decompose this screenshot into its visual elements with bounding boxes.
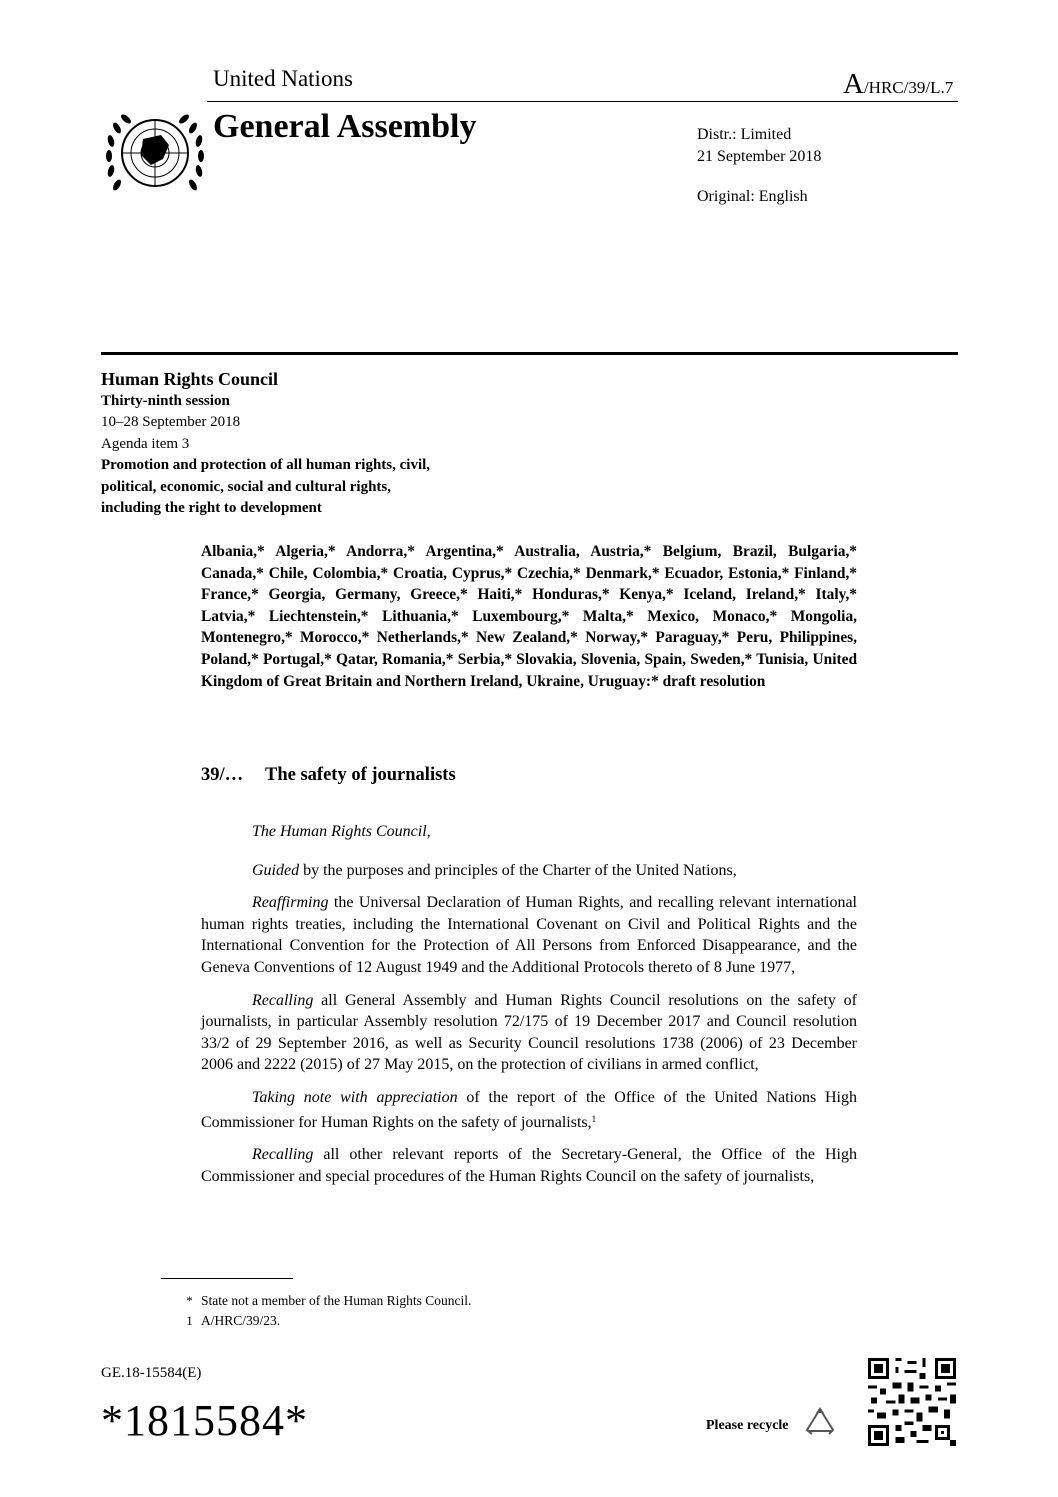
footnote-reference: 1 — [591, 1113, 597, 1124]
footnote-text: A/HRC/39/23. — [201, 1313, 281, 1328]
preamble-paragraph: Recalling all General Assembly and Human Rights Council resolutions on the safety of journalists, in particular Assembly resolution 72/175 of 19 December 2017 and Council resolution 33/2 of 29 September 2016, as well as Security Council resolutions 1738 (2006) of 23 December 2006 and 2222 (2015) of 27 May 2015, on the protection of civilians in armed conflict, — [201, 991, 857, 1074]
symbol-letter: A — [843, 68, 864, 100]
organization-name: United Nations — [213, 66, 353, 91]
footnote-item — [178, 1291, 471, 1311]
symbol-number: /HRC/39/L.7 — [863, 78, 954, 97]
preamble-paragraph: Guided by the purposes and principles of the Charter of the United Nations, — [252, 861, 737, 879]
footnote-item — [178, 1311, 471, 1331]
recycle-icon — [803, 1405, 837, 1439]
footnote-mark: * — [186, 1293, 193, 1308]
session-dates: 10–28 September 2018 — [101, 414, 241, 430]
preamble-paragraph: Recalling all other relevant reports of the Secretary-General, the Office of the High Commissioner and special procedures of the Human Rights Council on the safety of journalists, — [201, 1146, 857, 1185]
preamble-paragraph: Taking note with appreciation of the report of the Office of the United Nations High Commissioner for Human Rights on the safety of journalists,$^1$ — [201, 1088, 857, 1131]
section-rule — [101, 352, 958, 355]
resolution-number: 39/… — [201, 765, 244, 785]
qr-code-icon — [868, 1358, 956, 1446]
preamble-paragraph: Reaffirming the Universal Declaration of Human Rights, and recalling relevant international human rights treaties, including the International Covenant on Civil and Political Rights and the International Convention for the Protection of All Persons from Enforced Disappearance, and the Geneva Conventions of 12 August 1949 and the Additional Protocols thereto of 8 June 1977, — [201, 894, 857, 976]
distribution-label: Distr.: Limited — [697, 126, 792, 143]
original-language: Original: English — [697, 188, 808, 205]
council-name: Human Rights Council — [101, 369, 279, 389]
meeting-info — [101, 369, 581, 520]
recycle-label: Please recycle — [706, 1418, 789, 1433]
agenda-item: Agenda item 3 — [101, 435, 190, 452]
resolution-heading — [201, 765, 456, 786]
document-symbol — [843, 68, 953, 101]
agenda-title-line-1: Promotion and protection of all human rights, civil, — [101, 457, 431, 473]
distribution-block — [697, 124, 821, 168]
preamble — [201, 821, 857, 1198]
agenda-title-line-3: including the right to development — [101, 500, 322, 516]
footnote-mark: 1 — [186, 1313, 193, 1328]
session-name: Thirty-ninth session — [101, 392, 230, 409]
general-assembly-title: General Assembly — [213, 108, 477, 145]
header-rule — [207, 101, 958, 102]
agenda-title-line-2: political, economic, social and cultural rights, — [101, 478, 391, 495]
footnote-rule — [161, 1278, 293, 1279]
preamble-opening: The Human Rights Council, — [252, 823, 431, 840]
footnotes — [178, 1291, 471, 1331]
resolution-title: The safety of journalists — [265, 765, 456, 785]
footnote-text: State not a member of the Human Rights Council. — [201, 1293, 472, 1308]
ge-reference-code: GE.18-15584(E) — [101, 1365, 202, 1381]
sponsor-list: Albania,* Algeria,* Andorra,* Argentina,* Australia, Austria,* Belgium, Brazil, Bulgaria,* Canada,* Chile, Colombia,* Croatia, Cyprus,* Czechia,* Denmark,* Ecuador, Estonia,* Finland,* France,* Georgia, Germany, Greece,* Haiti,* Honduras,* Kenya,* Iceland, Ireland,* Italy,* Latvia,* Liechtenstein,* Lithuania,* Luxembourg,* Malta,* Mexico, Monaco,* Mongolia, Montenegro,* Morocco,* Netherlands,* New Zealand,* Norway,* Paraguay,* Peru, Philippines, Poland,* Portugal,* Qatar, Romania,* Serbia,* Slovakia, Slovenia, Spain, Sweden,* Tunisia, United Kingdom of Great Britain and Northern Ireland, Ukraine, Uruguay:* draft resolution — [201, 543, 857, 690]
document-date: 21 September 2018 — [697, 148, 822, 165]
un-emblem-icon — [103, 109, 207, 197]
barcode-number: *1815584* — [101, 1396, 308, 1445]
